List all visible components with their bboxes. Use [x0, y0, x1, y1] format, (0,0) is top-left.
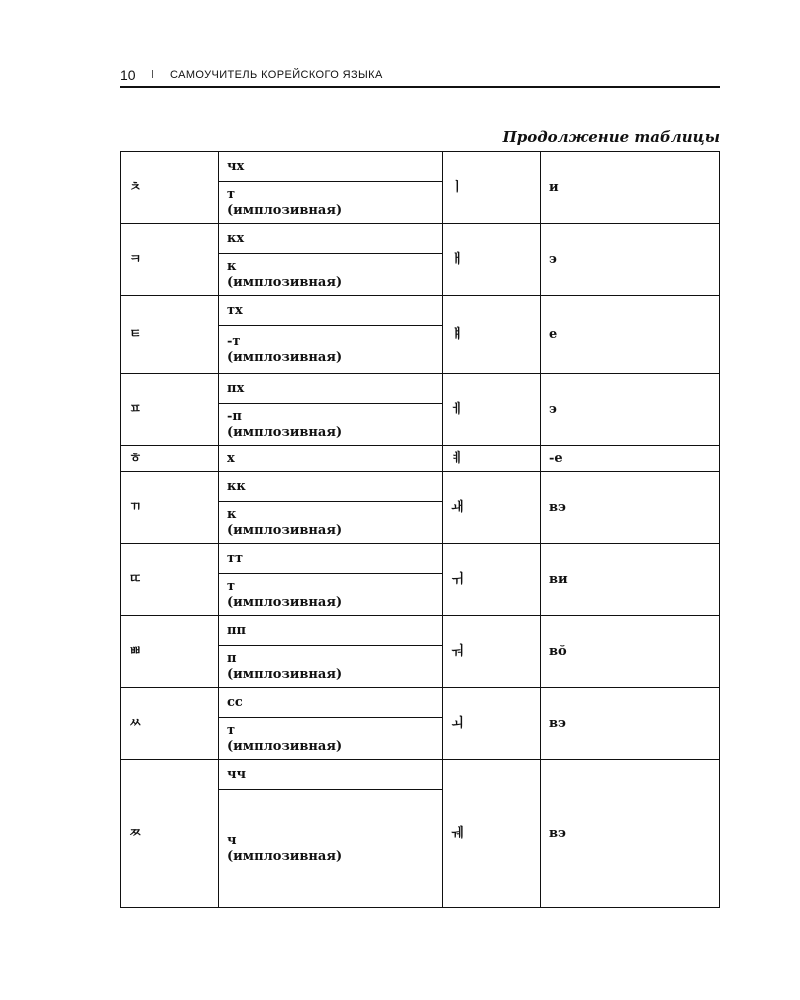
vowel-cell: ㅙ — [443, 472, 541, 544]
vowel-sound-cell: вэ — [541, 688, 720, 760]
sound-cell — [219, 646, 443, 688]
vowel-sound-cell: е — [541, 296, 720, 374]
sound-cell: чч — [219, 760, 443, 790]
vowel-sound-cell: -е — [541, 446, 720, 472]
vowel-sound-cell: вŏ — [541, 616, 720, 688]
sound-cell: чх — [219, 152, 443, 182]
vowel-sound-cell: ви — [541, 544, 720, 616]
vowel-cell: ㅞ — [443, 760, 541, 908]
consonant-cell: ㄸ — [121, 544, 219, 616]
sound-cell: кк — [219, 472, 443, 502]
book-title: САМОУЧИТЕЛЬ КОРЕЙСКОГО ЯЗЫКА — [170, 69, 383, 81]
consonant-cell: ㅊ — [121, 152, 219, 224]
vowel-cell: ㅚ — [443, 688, 541, 760]
sound-note: (имплозивная) — [227, 349, 343, 365]
sound-note: (имплозивная) — [227, 202, 343, 218]
sound-cell: х — [219, 446, 443, 472]
sound-cell: кх — [219, 224, 443, 254]
vowel-sound-cell: э — [541, 374, 720, 446]
header-separator — [152, 70, 153, 78]
vowel-sound-cell: вэ — [541, 760, 720, 908]
table-row — [121, 472, 720, 502]
consonant-cell: ㅃ — [121, 616, 219, 688]
page-number: 10 — [120, 67, 136, 83]
vowel-sound-cell: вэ — [541, 472, 720, 544]
sound-cell: сс — [219, 688, 443, 718]
sound-cell — [219, 790, 443, 908]
vowel-sound-cell: и — [541, 152, 720, 224]
table-row — [121, 544, 720, 574]
table-row — [121, 760, 720, 790]
sound-cell: тх — [219, 296, 443, 326]
consonant-cell: ㅎ — [121, 446, 219, 472]
table-row — [121, 616, 720, 646]
vowel-sound-cell: э — [541, 224, 720, 296]
sound-value: т — [227, 578, 236, 594]
consonant-cell: ㄲ — [121, 472, 219, 544]
sound-note: (имплозивная) — [227, 522, 343, 538]
table-caption: Продолжение таблицы — [502, 128, 720, 146]
sound-cell: тт — [219, 544, 443, 574]
sound-value: к — [227, 258, 237, 274]
table-row — [121, 152, 720, 182]
vowel-cell: ㅒ — [443, 296, 541, 374]
sound-cell — [219, 718, 443, 760]
consonant-cell: ㅉ — [121, 760, 219, 908]
sound-value: ч — [227, 832, 237, 848]
sound-cell — [219, 182, 443, 224]
sound-cell: пп — [219, 616, 443, 646]
sound-cell — [219, 404, 443, 446]
sound-value: т — [227, 722, 236, 738]
sound-note: (имплозивная) — [227, 666, 343, 682]
sound-note: (имплозивная) — [227, 738, 343, 754]
sound-note: (имплозивная) — [227, 848, 343, 864]
sound-cell: пх — [219, 374, 443, 404]
consonant-cell: ㅌ — [121, 296, 219, 374]
table-row — [121, 296, 720, 326]
consonant-cell: ㅆ — [121, 688, 219, 760]
vowel-cell: ㅔ — [443, 374, 541, 446]
sound-cell — [219, 326, 443, 374]
vowel-cell: ㅝ — [443, 616, 541, 688]
alphabet-table — [120, 151, 720, 908]
sound-value: -т — [227, 333, 241, 349]
sound-value: п — [227, 650, 237, 666]
sound-note: (имплозивная) — [227, 274, 343, 290]
consonant-cell: ㅍ — [121, 374, 219, 446]
table-row — [121, 224, 720, 254]
vowel-cell: ㅣ — [443, 152, 541, 224]
vowel-cell: ㅖ — [443, 446, 541, 472]
sound-value: -п — [227, 408, 242, 424]
table-row — [121, 446, 720, 472]
consonant-cell: ㅋ — [121, 224, 219, 296]
page-header — [120, 66, 720, 88]
sound-value: к — [227, 506, 237, 522]
table-row — [121, 688, 720, 718]
sound-cell — [219, 574, 443, 616]
sound-value: т — [227, 186, 236, 202]
vowel-cell: ㅟ — [443, 544, 541, 616]
sound-cell — [219, 502, 443, 544]
vowel-cell: ㅐ — [443, 224, 541, 296]
table-row — [121, 374, 720, 404]
sound-note: (имплозивная) — [227, 594, 343, 610]
sound-note: (имплозивная) — [227, 424, 343, 440]
sound-cell — [219, 254, 443, 296]
